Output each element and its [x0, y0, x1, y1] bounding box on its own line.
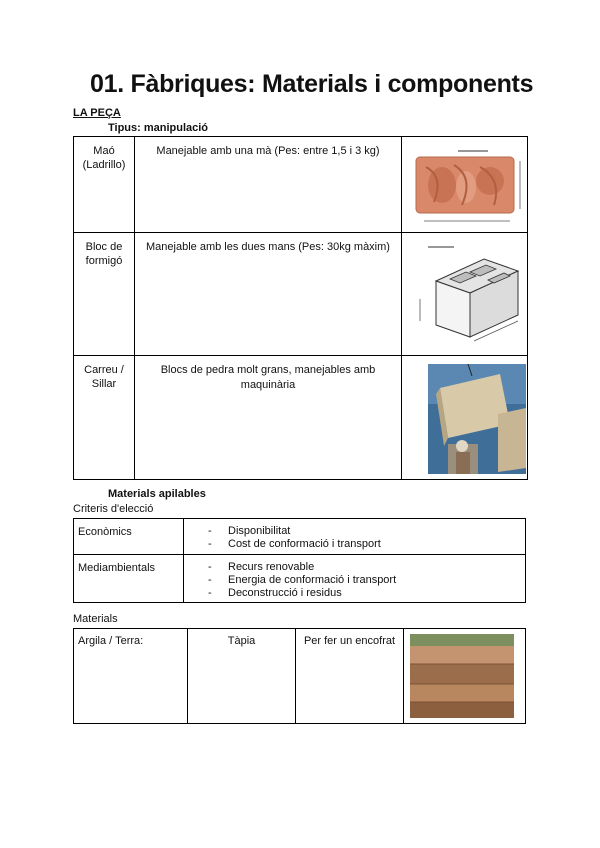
piece-description-cell: Manejable amb una mà (Pes: entre 1,5 i 3 kg)	[135, 137, 402, 233]
table-row	[74, 356, 528, 480]
table-row	[74, 137, 528, 233]
piece-name-cell: Bloc de formigó	[74, 233, 135, 356]
criteria-items-cell	[184, 555, 526, 603]
table-row	[74, 555, 526, 603]
technique-cell: Tàpia	[188, 629, 296, 724]
image-cell	[404, 629, 526, 724]
criteria-category-cell: Econòmics	[74, 519, 184, 555]
manipulation-table	[73, 136, 528, 480]
piece-description-cell: Manejable amb les dues mans (Pes: 30kg màxim)	[135, 233, 402, 356]
table-row	[74, 233, 528, 356]
rammed-earth-photo	[410, 634, 514, 718]
stone-block-photo	[428, 364, 526, 474]
material-name-cell: Argila / Terra:	[74, 629, 188, 724]
image-cell	[402, 233, 528, 356]
piece-description-cell: Blocs de pedra molt grans, manejables amb maquinària	[135, 356, 402, 480]
manipulation-subtitle: Tipus: manipulació	[108, 122, 209, 134]
section-heading: LA PEÇA	[73, 107, 121, 119]
brick-image	[414, 147, 526, 229]
criteria-table	[73, 518, 526, 603]
table-row	[74, 519, 526, 555]
image-cell	[402, 137, 528, 233]
list-item: - Recurs renovable	[208, 561, 525, 574]
criteria-label: Criteris d'elecció	[73, 503, 154, 515]
stackable-subtitle: Materials apilables	[108, 488, 206, 500]
materials-table	[73, 628, 526, 724]
note-cell: Per fer un encofrat	[296, 629, 404, 724]
criteria-items-cell	[184, 519, 526, 555]
criteria-category-cell: Mediambientals	[74, 555, 184, 603]
list-item: - Cost de conformació i transport	[208, 538, 525, 551]
piece-name-cell: Maó (Ladrillo)	[74, 137, 135, 233]
piece-name-cell: Carreu / Sillar	[74, 356, 135, 480]
image-cell	[402, 356, 528, 480]
table-row	[74, 629, 526, 724]
list-item: - Energia de conformació i transport	[208, 574, 525, 587]
list-item: - Disponibilitat	[208, 525, 525, 538]
page-title: 01. Fàbriques: Materials i components	[90, 70, 534, 98]
list-item: - Deconstrucció i residus	[208, 587, 525, 600]
concrete-block-image	[414, 241, 526, 349]
materials-label: Materials	[73, 613, 118, 625]
